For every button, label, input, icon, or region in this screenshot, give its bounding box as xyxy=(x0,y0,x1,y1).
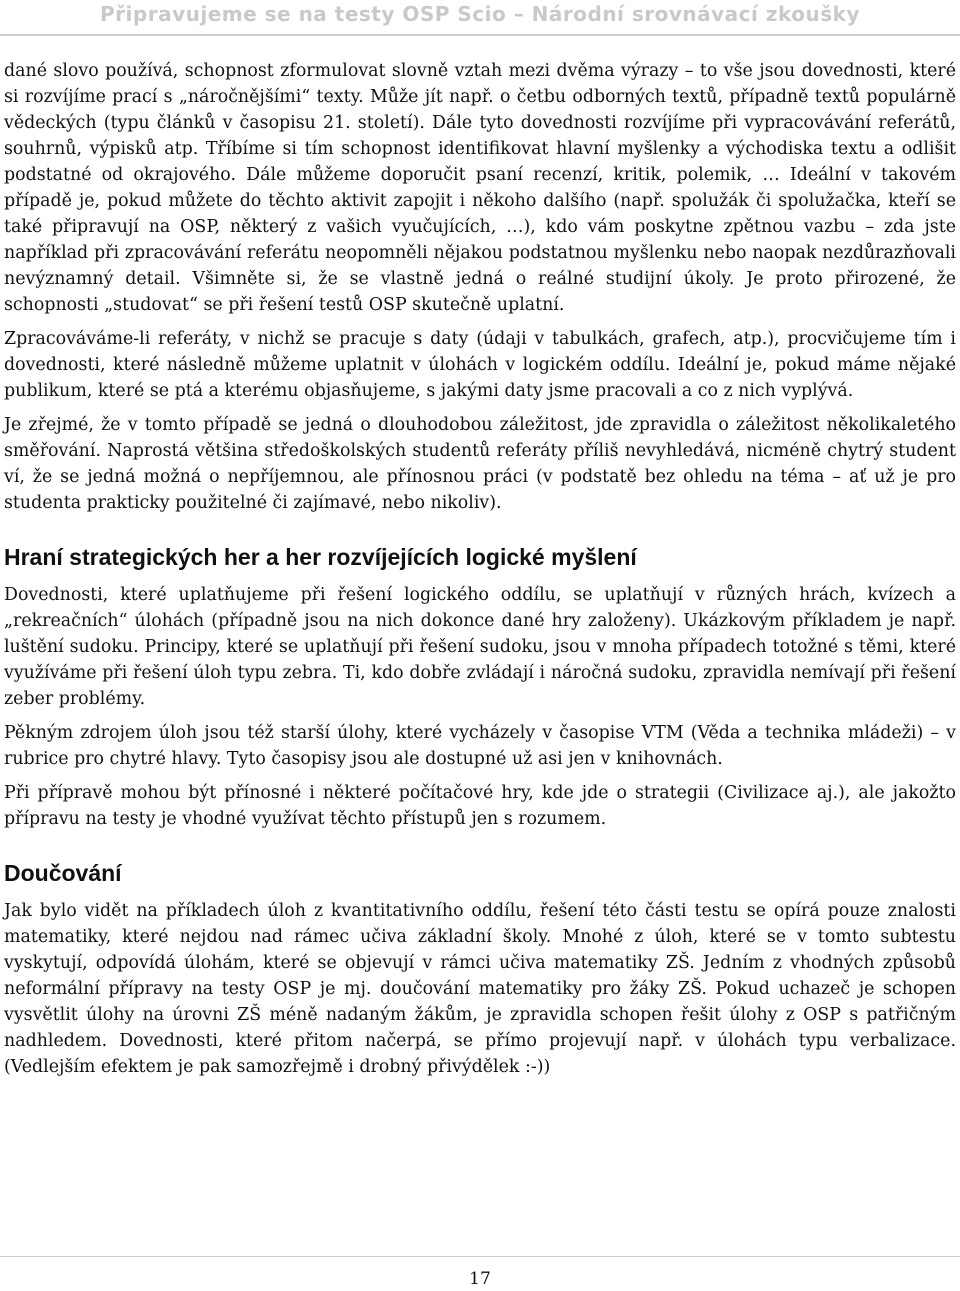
paragraph-data-reports: Zpracováváme-li referáty, v nichž se pracuje s daty (údaji v tabulkách, grafech, atp.), procvičujeme tím i dovednosti, které následně můžeme uplatnit v úlohách v logickém oddílu. Ideální je, pokud máme nějaké publikum, které se ptá a kterému objasňujeme, s jakými daty jsme pracovali a co z nich vyplývá. xyxy=(4,329,956,401)
paragraph-computer-games: Při přípravě mohou být přínosné i některé počítačové hry, kde jde o strategii (Civilizace aj.), ale jakožto přípravu na testy je vhodné využívat těchto přístupů jen s rozumem. xyxy=(4,783,956,829)
running-header: Připravujeme se na testy OSP Scio – Národní srovnávací zkoušky xyxy=(100,2,860,26)
paragraph-tutoring: Jak bylo vidět na příkladech úloh z kvantitativního oddílu, řešení této části testu se opírá pouze znalosti matematiky, které nejdou nad rámec učiva základní školy. Mnohé z úloh, které se v tomto subtestu vyskytují, odpovídá úlohám, které se objevují v rámci učiva matematiky ZŠ. Jedním z vhodných způsobů neformální přípravy na testy OSP je mj. doučování matematiky pro žáky ZŠ. Pokud uchazeč je schopen vysvětlit úlohy na úrovni ZŠ méně nadaným žákům, je zpravidla schopen řešit úlohy z OSP s patřičným nadhledem. Dovednosti, které přitom načerpá, se přímo projevují např. v úlohách typu verbalizace. (Vedlejším efektem je pak samozřejmě i drobný přivýdělek :-)) xyxy=(4,901,956,1077)
section-heading-tutoring: Doučování xyxy=(4,860,122,886)
header-divider xyxy=(0,34,960,36)
page-number: 17 xyxy=(469,1269,491,1289)
page-content xyxy=(4,58,956,1088)
paragraph-vtm-magazine: Pěkným zdrojem úloh jsou též starší úlohy, které vycházely v časopise VTM (Věda a technika mládeži) – v rubrice pro chytré hlavy. Tyto časopisy jsou ale dostupné už asi jen v knihovnách. xyxy=(4,723,956,769)
section-heading-strategic-games: Hraní strategických her a her rozvíjejících logické myšlení xyxy=(4,544,637,570)
paragraph-long-term: Je zřejmé, že v tomto případě se jedná o dlouhodobou záležitost, jde zpravidla o záležitost několikaletého směřování. Naprostá většina středoškolských studentů referáty příliš nevyhledává, nicméně chytrý student ví, že se jedná možná o nepříjemnou, ale přínosnou práci (v podstatě bez ohledu na téma – ať už je pro studenta prakticky použitelné či zajímavé, nebo nikoliv). xyxy=(4,415,956,513)
paragraph-study-skills: dané slovo používá, schopnost zformulovat slovně vztah mezi dvěma výrazy – to vše jsou dovednosti, které si rozvíjíme prací s „náročnějšími“ texty. Může jít např. o četbu odborných textů, případně textů populárně vědeckých (typu článků v časopisu 21. století). Dále tyto dovednosti rozvíjíme při vypracovávání referátů, souhrnů, výpisků atp. Tříbíme si tím schopnost identifikovat hlavní myšlenky a východiska textu a odlišit podstatné od okrajového. Dále můžeme doporučit psaní recenzí, kritik, polemik, … Ideální v takovém případě je, pokud můžete do těchto aktivit zapojit i někoho dalšího (např. spolužák či spolužačka, kteří se také připravují na OSP, některý z vašich vyučujících, …), kdo vám poskytne zpětnou vazbu – zda jste například při zpracovávání referátu neopomněli nějakou podstatnou myšlenku nebo naopak nezdůrazňovali nevýznamný detail. Všimněte si, že se vlastně jedná o reálné studijní úkoly. Je proto přirozené, že schopnosti „studovat“ se při řešení testů OSP skutečně uplatní. xyxy=(4,61,956,315)
footer-divider xyxy=(0,1256,960,1257)
paragraph-sudoku: Dovednosti, které uplatňujeme při řešení logického oddílu, se uplatňují v různých hrách, kvízech a „rekreačních“ úlohách (případně jsou na nich dokonce dané hry založeny). Ukázkovým příkladem je např. luštění sudoku. Principy, které se uplatňují při řešení sudoku, jsou v mnoha případech totožné s těmi, které využíváme při řešení úloh typu zebra. Ti, kdo dobře zvládají i náročná sudoku, zpravidla nemívají při řešení zeber problémy. xyxy=(4,585,956,709)
